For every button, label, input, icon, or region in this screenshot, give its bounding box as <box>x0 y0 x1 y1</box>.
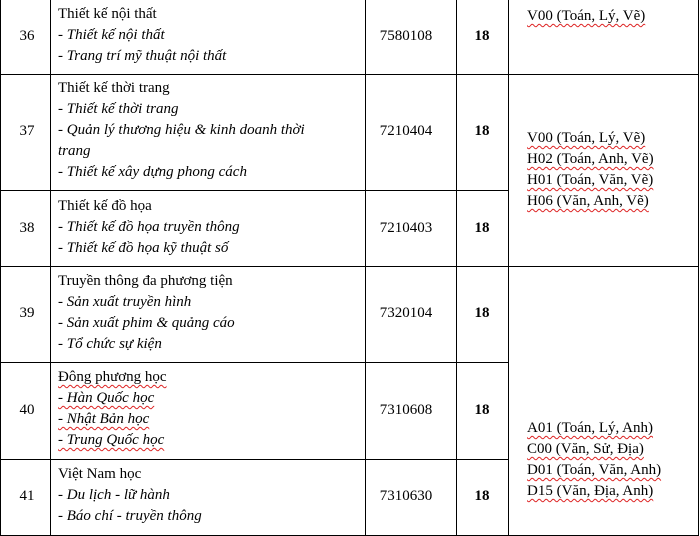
subject-combinations <box>527 6 645 27</box>
row-divider <box>0 190 508 191</box>
major-code: 7210403 <box>379 220 433 236</box>
major-name: Việt Nam học <box>58 466 142 482</box>
row-number: 37 <box>19 123 35 139</box>
score: 18 <box>474 488 490 504</box>
major-specialty: - Thiết kế đồ họa truyền thông <box>58 219 240 235</box>
combination-item: H02 (Toán, Anh, Vẽ) <box>527 151 654 167</box>
row-number: 36 <box>19 28 35 44</box>
major-specialty: - Tổ chức sự kiện <box>58 336 162 352</box>
major-specialty: - Trang trí mỹ thuật nội thất <box>58 48 227 64</box>
row-divider <box>0 362 508 363</box>
major-specialty: - Sản xuất truyền hình <box>58 294 192 310</box>
combo-divider <box>508 266 698 267</box>
combination-item: H01 (Toán, Văn, Vẽ) <box>527 172 654 188</box>
major-cell <box>58 367 167 451</box>
subject-combinations <box>527 418 661 502</box>
major-code: 7310630 <box>379 488 433 504</box>
row-divider <box>0 459 508 460</box>
major-cell <box>58 78 305 183</box>
major-specialty: - Nhật Bản học <box>58 411 150 427</box>
score: 18 <box>474 123 490 139</box>
major-name: Thiết kế đồ họa <box>58 198 152 214</box>
column-divider <box>456 0 457 536</box>
major-specialty: - Hàn Quốc học <box>58 390 155 406</box>
major-cell <box>58 271 235 355</box>
major-name: Truyền thông đa phương tiện <box>58 273 233 289</box>
major-cell <box>58 196 240 259</box>
major-cell <box>58 4 226 67</box>
major-name: Đông phương học <box>58 369 167 385</box>
major-specialty: - Thiết kế thời trang <box>58 101 179 117</box>
combination-item: D15 (Văn, Địa, Anh) <box>527 483 654 499</box>
major-specialty: - Thiết kế xây dựng phong cách <box>58 164 247 180</box>
major-specialty: - Thiết kế nội thất <box>58 27 165 43</box>
major-code: 7320104 <box>379 305 433 321</box>
combination-item: H06 (Văn, Anh, Vẽ) <box>527 193 649 209</box>
subject-combinations <box>527 128 654 212</box>
major-specialty: - Du lịch - lữ hành <box>58 487 170 503</box>
major-name: Thiết kế nội thất <box>58 6 157 22</box>
row-number: 40 <box>19 402 35 418</box>
score: 18 <box>474 220 490 236</box>
major-specialty: - Trung Quốc học <box>58 432 165 448</box>
major-code: 7310608 <box>379 402 433 418</box>
combination-item: V00 (Toán, Lý, Vẽ) <box>527 8 646 24</box>
column-divider <box>508 0 509 536</box>
table-border-right <box>698 0 699 536</box>
combination-item: D01 (Toán, Văn, Anh) <box>527 462 662 478</box>
score: 18 <box>474 305 490 321</box>
row-number: 39 <box>19 305 35 321</box>
column-divider <box>365 0 366 536</box>
combination-item: V00 (Toán, Lý, Vẽ) <box>527 130 646 146</box>
major-specialty: - Thiết kế đồ họa kỹ thuật số <box>58 240 229 256</box>
score: 18 <box>474 402 490 418</box>
major-specialty: - Quản lý thương hiệu & kinh doanh thời <box>58 122 305 138</box>
table-border-left <box>0 0 1 536</box>
row-divider <box>0 266 508 267</box>
major-code: 7210404 <box>379 123 433 139</box>
combo-divider <box>508 74 698 75</box>
column-divider <box>50 0 51 536</box>
major-name: Thiết kế thời trang <box>58 80 170 96</box>
major-specialty: trang <box>58 143 91 159</box>
major-specialty: - Sản xuất phim & quảng cáo <box>58 315 235 331</box>
row-number: 41 <box>19 488 35 504</box>
major-code: 7580108 <box>379 28 433 44</box>
major-cell <box>58 464 202 527</box>
combination-item: C00 (Văn, Sử, Địa) <box>527 441 644 457</box>
combination-item: A01 (Toán, Lý, Anh) <box>527 420 654 436</box>
major-specialty: - Báo chí - truyền thông <box>58 508 202 524</box>
row-number: 38 <box>19 220 35 236</box>
row-divider <box>0 74 508 75</box>
score: 18 <box>474 28 490 44</box>
